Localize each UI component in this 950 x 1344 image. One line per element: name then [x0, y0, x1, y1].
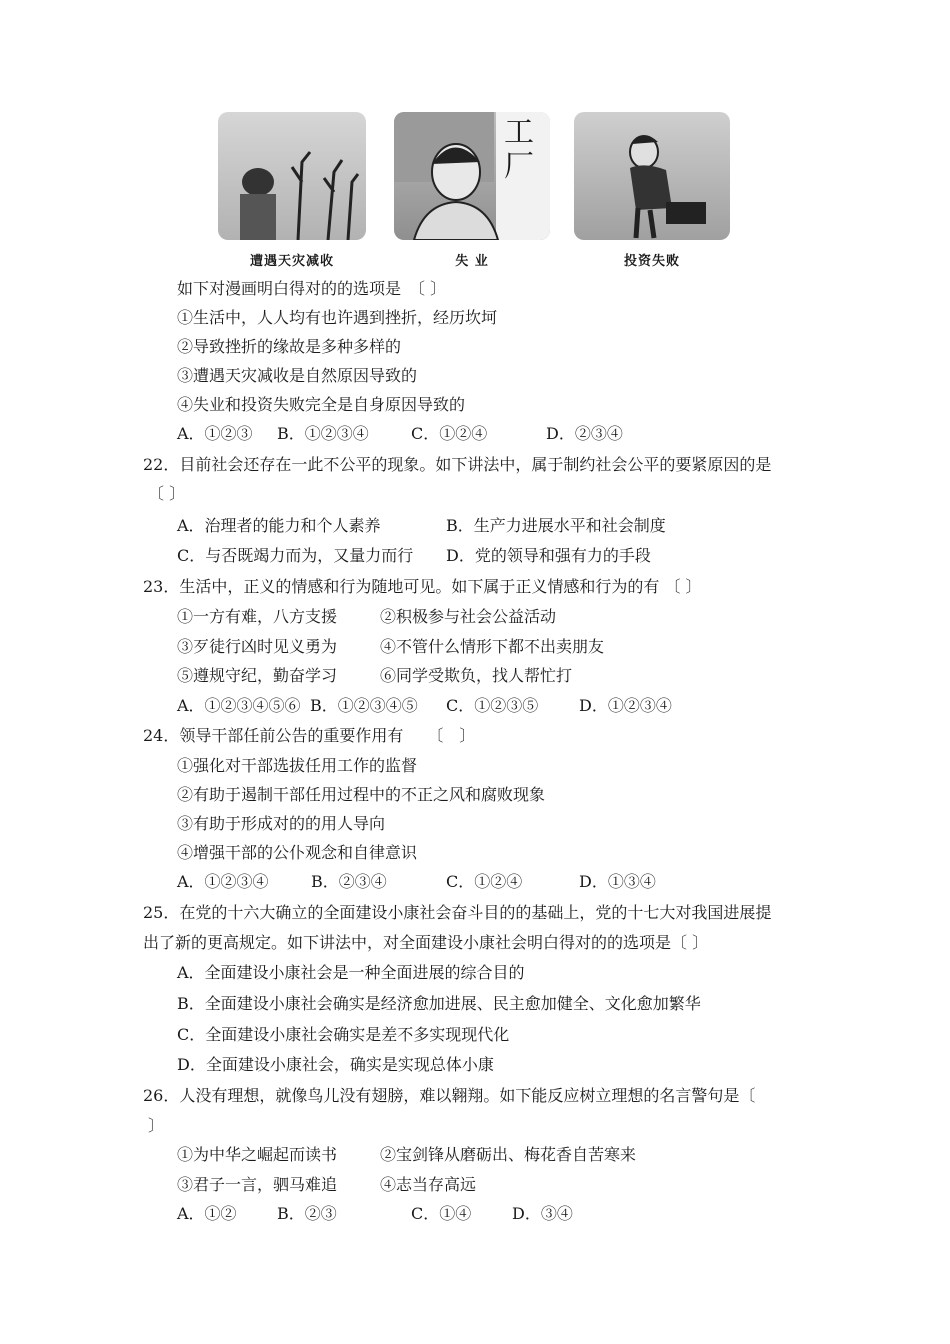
q21-option-a[interactable]: A．①②③ — [177, 424, 253, 443]
q23-option-b[interactable]: B．①②③④⑤ — [310, 696, 418, 715]
q25-stem: 25．在党的十六大确立的全面建设小康社会奋斗目的的基础上，党的十七大对我国进展提 — [143, 903, 772, 922]
q21-item: ③遭遇天灾减收是自然原因导致的 — [177, 366, 418, 385]
q23-item: ①一方有难，八方支援 — [177, 607, 338, 626]
q21-option-c[interactable]: C．①②④ — [411, 424, 488, 443]
q23-item: ③歹徒行凶时见义勇为 — [177, 637, 338, 656]
q21-option-b[interactable]: B．①②③④ — [277, 424, 369, 443]
q24-stem: 24．领导干部任前公告的重要作用有 〔 〕 — [143, 726, 476, 745]
q23-item: ⑥同学受欺负，找人帮忙打 — [380, 666, 573, 685]
q21-stem: 如下对漫画明白得对的的选项是 〔 〕 — [177, 279, 447, 298]
q22-option-b[interactable]: B．生产力进展水平和社会制度 — [446, 516, 666, 535]
q21-item: ①生活中，人人均有也许遇到挫折，经历坎坷 — [177, 308, 498, 327]
comic-image-investment — [574, 112, 730, 240]
q24-item: ②有助于遏制干部任用过程中的不正之风和腐败现象 — [177, 785, 546, 804]
q25-option-c[interactable]: C．全面建设小康社会确实是差不多实现现代化 — [177, 1025, 510, 1044]
comic-image-disaster — [218, 112, 366, 240]
q26-item: ②宝剑锋从磨砺出、梅花香自苦寒来 — [380, 1145, 637, 1164]
q23-stem: 23．生活中，正义的情感和行为随地可见。如下属于正义情感和行为的有 〔 〕 — [143, 577, 702, 596]
q26-stem-bracket: 〕 — [148, 1116, 165, 1135]
comic-caption: 投资失败 — [623, 254, 680, 269]
q24-item: ③有助于形成对的的用人导向 — [177, 814, 386, 833]
comic-strip — [218, 112, 738, 272]
q21-item: ④失业和投资失败完全是自身原因导致的 — [177, 395, 466, 414]
q24-option-b[interactable]: B．②③④ — [311, 872, 387, 891]
dejected-investor-illustration — [574, 112, 730, 240]
q25-option-a[interactable]: A．全面建设小康社会是一种全面进展的综合目的 — [177, 963, 525, 982]
q23-option-c[interactable]: C．①②③⑤ — [446, 696, 539, 715]
q26-stem: 26．人没有理想，就像鸟儿没有翅膀，难以翱翔。如下能反应树立理想的名言警句是〔 — [143, 1086, 756, 1105]
q26-option-a[interactable]: A．①② — [177, 1204, 237, 1223]
q24-item: ①强化对干部选拔任用工作的监督 — [177, 756, 418, 775]
factory-sign: 工 厂 — [504, 115, 534, 184]
q25-option-d[interactable]: D．全面建设小康社会，确实是实现总体小康 — [177, 1055, 494, 1074]
q21-option-d[interactable]: D．②③④ — [546, 424, 623, 443]
q22-stem: 22．目前社会还存在一此不公平的现象。如下讲法中，属于制约社会公平的要紧原因的是 — [143, 455, 772, 474]
q22-option-a[interactable]: A．治理者的能力和个人素养 — [177, 516, 381, 535]
q24-option-a[interactable]: A．①②③④ — [177, 872, 269, 891]
q24-option-d[interactable]: D．①③④ — [579, 872, 656, 891]
q22-option-c[interactable]: C．与否既竭力而为，又量力而行 — [177, 546, 414, 565]
q26-item: ④志当存高远 — [380, 1175, 477, 1194]
q26-item: ③君子一言，驷马难追 — [177, 1175, 338, 1194]
q26-option-b[interactable]: B．②③ — [277, 1204, 337, 1223]
q26-option-d[interactable]: D．③④ — [512, 1204, 573, 1223]
q22-stem-bracket: 〔 〕 — [148, 484, 186, 503]
q22-option-d[interactable]: D．党的领导和强有力的手段 — [446, 546, 651, 565]
farmer-crops-illustration — [218, 112, 366, 240]
q26-option-c[interactable]: C．①④ — [411, 1204, 472, 1223]
q25-option-b[interactable]: B．全面建设小康社会确实是经济愈加进展、民主愈加健全、文化愈加繁华 — [177, 994, 701, 1013]
q23-option-a[interactable]: A．①②③④⑤⑥ — [177, 696, 301, 715]
q23-item: ⑤遵规守纪，勤奋学习 — [177, 666, 338, 685]
q23-item: ②积极参与社会公益活动 — [380, 607, 557, 626]
q21-item: ②导致挫折的缘故是多种多样的 — [177, 337, 402, 356]
q23-item: ④不管什么情形下都不出卖朋友 — [380, 637, 605, 656]
comic-caption: 遭遇天灾减收 — [249, 254, 334, 269]
q25-stem-cont: 出了新的更高规定。如下讲法中，对全面建设小康社会明白得对的的选项是〔 〕 — [143, 933, 709, 952]
comic-caption: 失 业 — [455, 254, 489, 269]
q23-option-d[interactable]: D．①②③④ — [579, 696, 672, 715]
q24-item: ④增强干部的公仆观念和自律意识 — [177, 843, 418, 862]
q24-option-c[interactable]: C．①②④ — [446, 872, 523, 891]
q26-item: ①为中华之崛起而读书 — [177, 1145, 338, 1164]
comic-image-unemployment — [394, 112, 550, 240]
